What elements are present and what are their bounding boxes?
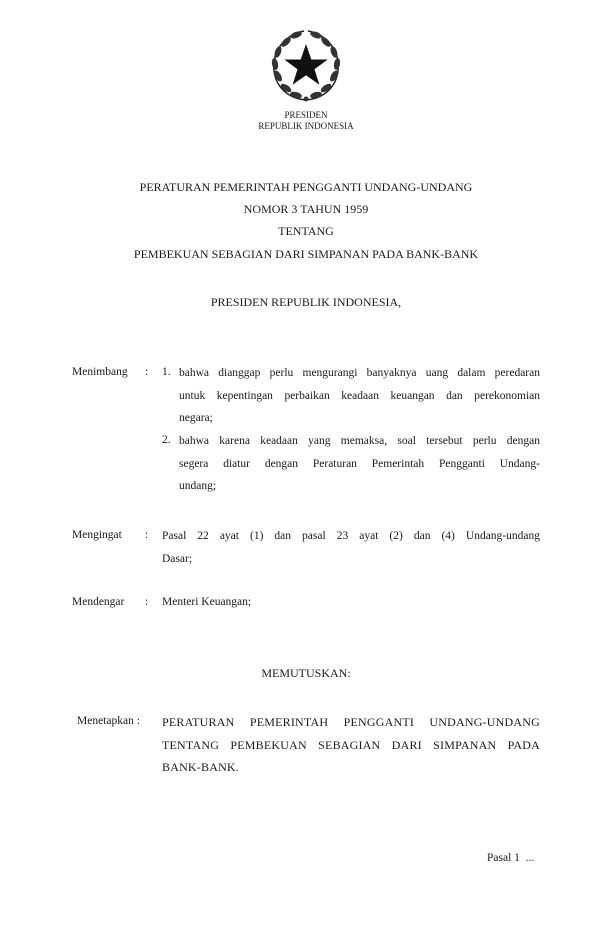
preamble: PRESIDEN REPUBLIK INDONESIA,: [210, 295, 402, 309]
decision-heading: MEMUTUSKAN:: [261, 666, 351, 680]
mendengar-text: Menteri Keuangan;: [162, 596, 252, 608]
presidential-emblem-icon: [266, 26, 346, 106]
regulation-title: PERATURAN PEMERINTAH PENGGANTI UNDANG-UNDANG: [139, 180, 473, 194]
mendengar-label: Mendengar: [72, 596, 125, 608]
mengingat-text: Pasal 22 ayat (1) dan pasal 23 ayat (2) dan (4) Undang-undang Dasar;: [162, 530, 540, 565]
menimbang-label: Menimbang: [72, 366, 128, 378]
menetapkan-text: PERATURAN PEMERINTAH PENGGANTI UNDANG-UNDANG TENTANG PEMBEKUAN SEBAGIAN DARI SIMPANAN PADA BANK-BANK.: [162, 715, 540, 774]
mengingat-label: Mengingat: [72, 529, 122, 541]
mengingat-colon: :: [145, 529, 149, 541]
regulation-about: TENTANG: [278, 224, 334, 238]
menimbang-item-1-number: 1.: [162, 366, 171, 378]
mendengar-colon: :: [145, 596, 149, 608]
menimbang-item-2-number: 2.: [162, 434, 171, 446]
office-title-line2: REPUBLIK INDONESIA: [258, 121, 354, 131]
menetapkan-label: Menetapkan :: [77, 715, 140, 727]
menimbang-item-1-text: bahwa dianggap perlu mengurangi banyaknya uang dalam peredaran untuk kepentingan perbaikan keadaan keuangan dan perekonomian negara;: [179, 367, 540, 424]
menimbang-colon: :: [145, 366, 149, 378]
menimbang-item-2-text: bahwa karena keadaan yang memaksa, soal tersebut perlu dengan segera diatur dengan Peraturan Pemerintah Pengganti Undang- undang;: [179, 435, 540, 492]
continuation-marker: Pasal 1 ...: [487, 852, 535, 864]
office-title-line1: PRESIDEN: [284, 110, 328, 120]
regulation-subject: PEMBEKUAN SEBAGIAN DARI SIMPANAN PADA BANK-BANK: [133, 247, 479, 261]
regulation-number: NOMOR 3 TAHUN 1959: [243, 202, 369, 216]
